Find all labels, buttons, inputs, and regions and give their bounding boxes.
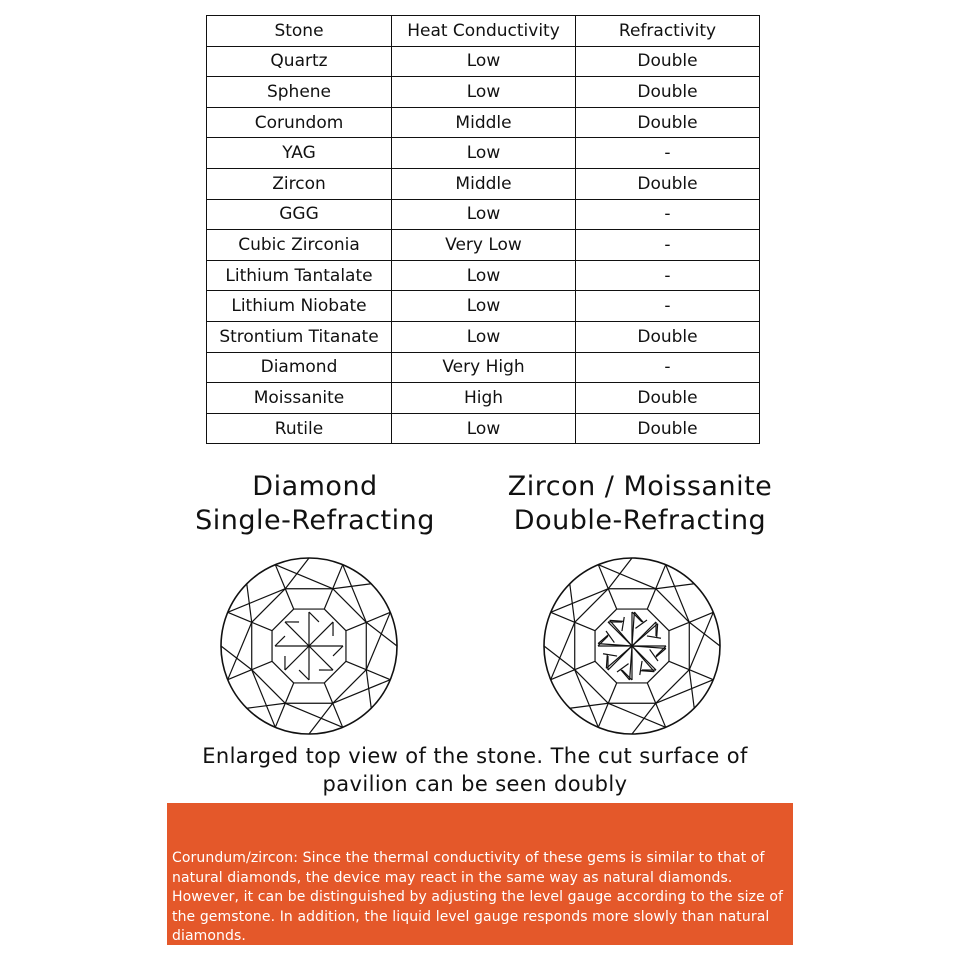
cell-stone: Lithium Tantalate xyxy=(207,260,392,291)
diamond-heading-title: Diamond xyxy=(252,471,378,502)
star-facet-edge xyxy=(647,683,655,703)
cell-heat-conductivity: Low xyxy=(392,46,576,77)
cell-stone: YAG xyxy=(207,138,392,169)
crown-facet-edge xyxy=(333,670,367,704)
doubled-pavilion-edge xyxy=(647,636,661,638)
table-row xyxy=(207,107,760,138)
pavilion-facet-edge xyxy=(610,620,624,621)
crown-facet-edge xyxy=(575,589,609,623)
table-row xyxy=(207,138,760,169)
bezel-facet-edge xyxy=(666,565,690,623)
bezel-facet-edge xyxy=(343,565,367,623)
cell-refractivity: - xyxy=(576,291,760,322)
bezel-facet-edge xyxy=(228,589,286,613)
pavilion-facet-edge xyxy=(632,624,658,646)
cell-stone: Corundom xyxy=(207,107,392,138)
pavilion-facet-edge xyxy=(333,646,343,656)
table-body xyxy=(207,46,760,444)
cell-heat-conductivity: Low xyxy=(392,321,576,352)
star-facet-edge xyxy=(575,661,595,669)
star-facet-edge xyxy=(669,661,689,669)
bezel-facet-edge xyxy=(333,680,391,704)
crown-facet-edge xyxy=(656,589,690,623)
table-row xyxy=(207,260,760,291)
star-facet-edge xyxy=(324,683,332,703)
star-facet-edge xyxy=(608,683,616,703)
star-facet-edge xyxy=(575,622,595,630)
cell-heat-conductivity: Low xyxy=(392,260,576,291)
table-row xyxy=(207,230,760,261)
upper-girdle-edge xyxy=(366,622,397,646)
table-row xyxy=(207,199,760,230)
cell-heat-conductivity: Middle xyxy=(392,168,576,199)
gem-property-table xyxy=(206,15,760,444)
doubled-pavilion-edge xyxy=(603,654,617,656)
bezel-facet-edge xyxy=(656,680,714,704)
bezel-facet-edge xyxy=(228,612,252,622)
table-row xyxy=(207,77,760,108)
table-row xyxy=(207,168,760,199)
cell-stone: Diamond xyxy=(207,352,392,383)
upper-girdle-edge xyxy=(285,558,309,589)
table-row xyxy=(207,352,760,383)
table-row xyxy=(207,321,760,352)
cell-refractivity: - xyxy=(576,230,760,261)
crown-facet-edge xyxy=(333,589,367,623)
bezel-facet-edge xyxy=(333,565,343,589)
table-header-row xyxy=(207,16,760,47)
cell-heat-conductivity: Low xyxy=(392,77,576,108)
cell-stone: Zircon xyxy=(207,168,392,199)
bezel-facet-edge xyxy=(575,670,599,728)
cell-refractivity: Double xyxy=(576,321,760,352)
bezel-facet-edge xyxy=(656,565,666,589)
cell-stone: Cubic Zirconia xyxy=(207,230,392,261)
pavilion-facet-edge xyxy=(632,646,654,672)
bezel-facet-edge xyxy=(689,670,713,680)
zircon-heading-title: Zircon / Moissanite xyxy=(507,471,773,502)
star-facet-edge xyxy=(285,589,293,609)
cell-stone: Sphene xyxy=(207,77,392,108)
star-facet-edge xyxy=(346,661,366,669)
single-refraction-diamond-diagram xyxy=(218,555,400,737)
cell-heat-conductivity: Very Low xyxy=(392,230,576,261)
double-refraction-diamond-diagram xyxy=(541,555,723,737)
cell-heat-conductivity: Very High xyxy=(392,352,576,383)
diagram-caption xyxy=(150,742,800,798)
cell-refractivity: Double xyxy=(576,46,760,77)
pavilion-facet-edge xyxy=(640,671,654,672)
star-facet-edge xyxy=(608,589,616,609)
upper-girdle-edge xyxy=(309,703,333,734)
star-facet-edge xyxy=(324,589,332,609)
bezel-facet-edge xyxy=(598,703,608,727)
pavilion-facet-edge xyxy=(606,654,607,668)
star-facet-edge xyxy=(252,661,272,669)
cell-heat-conductivity: Low xyxy=(392,291,576,322)
cell-stone: Rutile xyxy=(207,413,392,444)
cell-refractivity: Double xyxy=(576,77,760,108)
diamond-heading xyxy=(180,470,450,538)
crown-facet-edge xyxy=(656,670,690,704)
star-facet-edge xyxy=(285,683,293,703)
cell-refractivity: - xyxy=(576,260,760,291)
header-heat-conductivity: Heat Conductivity xyxy=(392,16,576,47)
diamond-heading-subtitle: Single-Refracting xyxy=(195,505,435,536)
upper-girdle-edge xyxy=(689,622,720,646)
cell-heat-conductivity: Low xyxy=(392,138,576,169)
star-facet-edge xyxy=(252,622,272,630)
crown-facet-edge xyxy=(252,589,286,623)
bezel-facet-edge xyxy=(275,703,285,727)
caption-line-1: Enlarged top view of the stone. The cut surface of xyxy=(202,744,748,768)
pavilion-facet-edge xyxy=(620,669,629,680)
cell-stone: Strontium Titanate xyxy=(207,321,392,352)
note-panel xyxy=(167,803,793,945)
zircon-moissanite-heading xyxy=(490,470,790,538)
pavilion-facet-edge xyxy=(285,646,309,670)
bezel-facet-edge xyxy=(252,670,276,728)
table-row xyxy=(207,46,760,77)
star-facet-edge xyxy=(346,622,366,630)
bezel-facet-edge xyxy=(551,589,609,613)
doubled-pavilion-edge xyxy=(640,661,642,675)
cell-stone: Quartz xyxy=(207,46,392,77)
pavilion-facet-edge xyxy=(309,612,319,622)
note-text: Corundum/zircon: Since the thermal conductivity of these gems is similar to that of natural diamonds, the device may react in the same way as natural diamonds. However, it can be distinguished by adjusting the level gauge according to the size of the gemstone. In addition, the liquid level gauge responds more slowly than natural diamonds. xyxy=(172,850,784,944)
table-row xyxy=(207,383,760,414)
cell-refractivity: - xyxy=(576,352,760,383)
pavilion-facet-edge xyxy=(610,620,632,646)
cell-refractivity: - xyxy=(576,138,760,169)
pavilion-facet-edge xyxy=(309,622,333,646)
cell-refractivity: Double xyxy=(576,107,760,138)
upper-girdle-edge xyxy=(221,646,252,670)
cell-heat-conductivity: Low xyxy=(392,199,576,230)
upper-girdle-edge xyxy=(544,646,575,670)
pavilion-facet-edge xyxy=(655,648,666,657)
pavilion-facet-edge xyxy=(606,646,632,668)
cell-stone: GGG xyxy=(207,199,392,230)
star-facet-edge xyxy=(669,622,689,630)
upper-girdle-edge xyxy=(608,558,632,589)
pavilion-facet-edge xyxy=(275,636,285,646)
cell-heat-conductivity: Middle xyxy=(392,107,576,138)
crown-facet-edge xyxy=(252,670,286,704)
cell-heat-conductivity: Low xyxy=(392,413,576,444)
cell-heat-conductivity: High xyxy=(392,383,576,414)
pavilion-facet-edge xyxy=(285,622,309,646)
cell-stone: Lithium Niobate xyxy=(207,291,392,322)
pavilion-facet-edge xyxy=(598,634,609,643)
cell-refractivity: Double xyxy=(576,383,760,414)
upper-girdle-edge xyxy=(632,703,656,734)
pavilion-facet-edge xyxy=(299,670,309,680)
star-facet-edge xyxy=(647,589,655,609)
bezel-facet-edge xyxy=(551,612,575,622)
pavilion-facet-edge xyxy=(309,646,333,670)
cell-refractivity: Double xyxy=(576,168,760,199)
zircon-heading-subtitle: Double-Refracting xyxy=(513,505,767,536)
cell-refractivity: - xyxy=(576,199,760,230)
header-stone: Stone xyxy=(207,16,392,47)
crown-facet-edge xyxy=(575,670,609,704)
caption-line-2: pavilion can be seen doubly xyxy=(322,772,628,796)
pavilion-facet-edge xyxy=(634,612,643,623)
table-row xyxy=(207,291,760,322)
header-refractivity: Refractivity xyxy=(576,16,760,47)
doubled-pavilion-edge xyxy=(622,617,624,631)
cell-refractivity: Double xyxy=(576,413,760,444)
cell-stone: Moissanite xyxy=(207,383,392,414)
table-row xyxy=(207,413,760,444)
pavilion-facet-edge xyxy=(657,624,658,638)
bezel-facet-edge xyxy=(366,670,390,680)
